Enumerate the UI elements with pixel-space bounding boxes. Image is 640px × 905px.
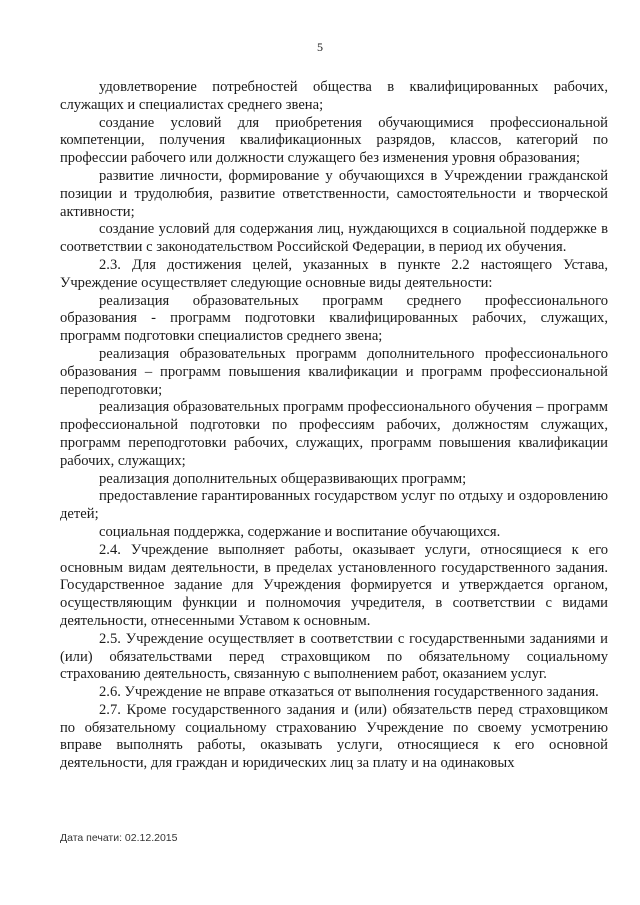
paragraph: создание условий для приобретения обучающимися профессиональной компетенции, получения квалификационных разрядов, классов, категорий по профессии рабочего или должности служащего без изменения уровня образования; xyxy=(60,114,608,167)
paragraph: 2.7. Кроме государственного задания и (или) обязательств перед страховщиком по обязательному социальному страхованию Учреждение по своему усмотрению вправе выполнять работы, оказывать услуги, относящиеся к его основной деятельности, для граждан и юридических лиц за плату и на одинаковых xyxy=(60,701,608,772)
paragraph: реализация образовательных программ среднего профессионального образования - программ подготовки квалифицированных рабочих, служащих, программ подготовки специалистов среднего звена; xyxy=(60,292,608,345)
paragraph: реализация дополнительных общеразвивающих программ; xyxy=(99,470,467,487)
paragraph: предоставление гарантированных государством услуг по отдыху и оздоровлению детей; xyxy=(60,488,608,523)
print-date: Дата печати: 02.12.2015 xyxy=(60,832,178,844)
paragraph: 2.3. Для достижения целей, указанных в пункте 2.2 настоящего Устава, Учреждение осуществляет следующие основные виды деятельности: xyxy=(60,256,608,291)
document-body xyxy=(60,79,608,773)
paragraph: социальная поддержка, содержание и воспитание обучающихся. xyxy=(99,523,501,540)
paragraph: реализация образовательных программ профессионального обучения – программ профессиональной подготовки по профессиям рабочих, должностям служащих, программ переподготовки рабочих, служащих, программ повышения квалификации рабочих, служащих; xyxy=(60,399,608,469)
paragraph: развитие личности, формирование у обучающихся в Учреждении гражданской позиции и трудолюбия, развитие ответственности, самостоятельности и творческой активности; xyxy=(60,167,608,220)
paragraph: 2.4. Учреждение выполняет работы, оказывает услуги, относящиеся к его основным видам деятельности, в пределах установленного государственного задания. Государственное задание для Учреждения формируется и утверждается органом, осуществляющим функции и полномочия учредителя, в соответствии с видами деятельности, отнесенными Уставом к основным. xyxy=(60,541,608,629)
paragraph: реализация образовательных программ дополнительного профессионального образования – программ повышения квалификации и программ профессиональной переподготовки; xyxy=(60,345,608,398)
paragraph: 2.5. Учреждение осуществляет в соответствии с государственными заданиями и (или) обязательствами перед страховщиком по обязательному социальному страхованию деятельность, связанную с выполнением работ, оказанием услуг. xyxy=(60,630,608,683)
paragraph: создание условий для содержания лиц, нуждающихся в социальной поддержке в соответствии с законодательством Российской Федерации, в период их обучения. xyxy=(60,221,608,256)
paragraph: удовлетворение потребностей общества в квалифицированных рабочих, служащих и специалистах среднего звена; xyxy=(60,79,608,113)
page-number: 5 xyxy=(317,40,323,54)
paragraph: 2.6. Учреждение не вправе отказаться от выполнения государственного задания. xyxy=(99,684,599,701)
